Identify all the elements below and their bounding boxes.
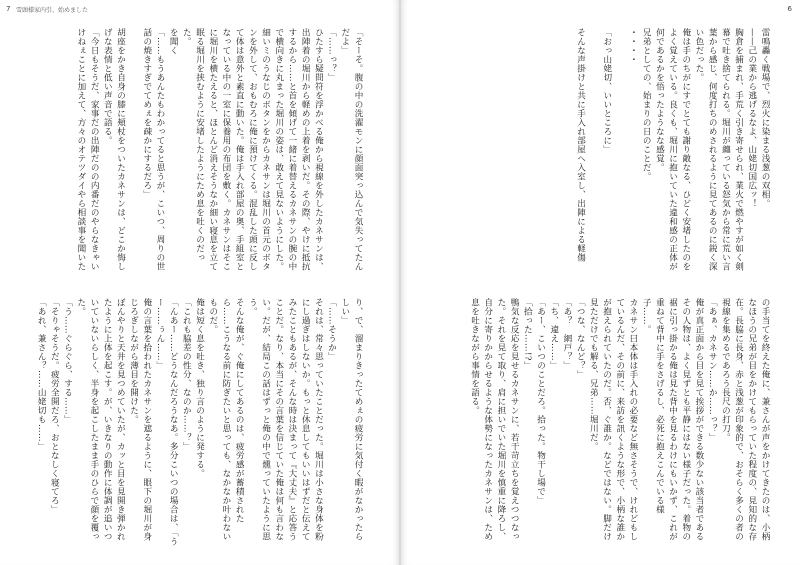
paragraph: 「……もうあんたもわかってると思うが、こいつ、周りの世話の焼きすぎでてめぇを疎かにするだろ」: [141, 28, 165, 271]
paragraph: 「これも脇差の性分、なのか……？」: [181, 298, 192, 451]
paragraph: 胡座をかき自身の膝に頬杖をついたカネサンは、どこか悔しげな表情と低い声音で語る。: [102, 28, 126, 271]
paragraph: 「今日もそうだ、家事だの出陣だのの内番だのやらなきゃいけねぇことに加えて、方々のオテツダイやら相談事を聞いた: [75, 28, 100, 271]
paragraph: 胸倉を捕まれ、手荒く引き寄せられ、業火で燃やすが如く剣幕で吐き捨てられる。堀川が纏っている怒気から常に荒い言葉から感じ、何度打ちのめされるように見てあるのに鋭く深い色だった。: [693, 28, 744, 271]
right-page: [401, 0, 800, 565]
section-break: ・・・・: [627, 28, 638, 64]
paragraph: 細いミのうなじのボタンをからカネサンは堀川の首元のボタンを外して、おもむろに俺に預けてくる。混乱した頭に反して体は意外と素直に動いた。俺は手入れ部屋の奥、手組室となっている中の一室に保養用の布団を敷く。カネサンはそこに堀川を横たえると、ほとんど消えそうなか細い寝息を立て眠る堀川を挟むように安堵したようにため息を吐くのだった。: [181, 28, 271, 271]
paragraph: 「あぁ、カネサン……か……っ？」: [707, 298, 718, 442]
paragraph: 俺は手のちがにすでとても謝り敵なる、ひどく安堵したのをよく覚えている。良くも、堀川に抱いていた違和感の正体が何であるかを悟ったようなな感覚。: [654, 28, 691, 271]
paragraph: 「……そうか」: [326, 298, 337, 361]
paragraph: 「あー、こいつのことだろ。拾った。物干し場で」: [535, 298, 546, 505]
paragraph: 「……っ？」: [326, 28, 337, 82]
paragraph: 「拾った……!?」: [522, 298, 533, 370]
left-lower-text: [34, 298, 364, 548]
paragraph: ぼんやりと天井を見つめていたが、カッと目を見開き弾かれたように上体を起こす。が、いきなりの動作に体調が追いついていないらしく、半身を起こしたまま手のひらで顔を覆った。: [75, 298, 126, 541]
paragraph: 兄弟としての、始まりの日のことだ。: [641, 28, 652, 181]
paragraph: り、で、溜まりきったてめぇの疲労に気付く暇がなかったらしい」: [339, 298, 363, 541]
paragraph: 鴨気な反応を見せるカネサンに、若干苛立ちを覚えつつなった。それを見て取り、肩に担いでいた堀川を慎重に降ろし、自分に寄りかからせるような体勢になったカネサンは、ため息を吐きながら事情を語る。: [469, 298, 520, 541]
paragraph: 「そーそ。腹の中の洗濯モンに顔面突っ込んで気失ってたんだよ」: [339, 28, 363, 271]
left-running-title: 雪頭様家内引、始めました: [16, 7, 89, 14]
right-lower-text: [431, 298, 771, 548]
left-page: [0, 0, 399, 565]
paragraph: 「そりゃそうだ。疲労全開だろ、おとなしく寝てろ」: [49, 298, 60, 514]
paragraph: 「あ？ 網戸？」: [561, 298, 572, 370]
paragraph: ——己の業から逃げるなよ、山姥切国広ッ！: [746, 28, 757, 208]
paragraph: 「ち、違え……」: [548, 298, 559, 370]
paragraph: そんな声掛けと共に手入れ部屋へ入室し、出陣による軽傷: [575, 28, 586, 262]
paragraph: 「あれ、兼さん？……山姥切も……」: [36, 298, 47, 451]
paragraph: の手当てを終えた俺に、兼さんが声をかけてきたのは、小柄なほうの兄弟が目をかけてもらっていた程度の、見知的な存在。長脇に長身、赤と浅葱が印象的で、おそらく多くの者の視線を集めるであろう長尺の打刀。: [720, 298, 770, 541]
paragraph: ひたすら疑問符を浮かべる俺から視線を外したカネサンは、出陣着の堀川から軽めの上着を剥いだ。その際、やけに抵抗するから……と首を傾げて一緒に着替えるカネサンの腕の中で横向きに丸まった堀川の姿は、敢えて見ないようにした。: [273, 28, 324, 271]
paragraph: カネサン曰本体は手入れの必要など無さそうで、けれどもしているんだ、その前に、来訪を訊くような形で、小柄な誰かが抱えられていたのだ。否、ぐ誰か。などではない。脚だけ見ただけでも解る、兄弟……堀川だ。: [588, 298, 638, 541]
left-page-number: 7: [6, 5, 11, 13]
paragraph: 俺が真正面から目を見て挨拶ができる数少ない該当者であるその人物は、よく見ずとも平静にはない様子だった。着物の裾に引っ掛かる俺は見た背中を見るわけにもいかず、これが重ねて背中に手をさげるし、必死に抱えこんでいる様子……。: [641, 298, 704, 541]
paragraph: 俺は短く息を吐き、独り言のように発する。: [194, 298, 205, 478]
paragraph: 「んあー……どうなんだろうなあ。多分こいつの場合は、「うー……ぅん……」: [154, 298, 179, 546]
paragraph: 「つな、なんど？」: [575, 298, 586, 379]
paragraph: 「う……ぐらぐら、する……」: [62, 298, 73, 424]
right-upper-text: [431, 28, 771, 276]
paragraph: 俺の言葉を拾われたカネサンを遮るように、眼下の堀川が身じろぎしながら薄目を開けた。: [128, 298, 152, 541]
paragraph: を聞く: [168, 28, 179, 55]
paragraph: そんな俺が、ぐ俺にしてあるのは、疲労感が蓄積されたら……こうなる前に防ぎたいと思っても、なかなか叶わないものだ。: [207, 298, 245, 541]
paragraph: それは、常々思っていたことだった。堀川は小さな身体を粉にし過ぎはしないか。もっと休息してもいいはずだと伝えてみたこともあるが、そんな時は決まって『大丈夫』と応答うことだ。なり、本当にその言葉を信じていた俺は何も言わない。だが、結局この話はずっと俺の中で燻っていたように思う。: [247, 298, 324, 541]
paragraph: 「おっ山姥切、いいところに」: [601, 28, 612, 154]
right-page-number: 6: [787, 5, 792, 13]
paragraph: 雷鳴轟く戦場で、烈火に染まる浅葱の双相。: [760, 28, 770, 208]
left-upper-text: [34, 28, 364, 276]
